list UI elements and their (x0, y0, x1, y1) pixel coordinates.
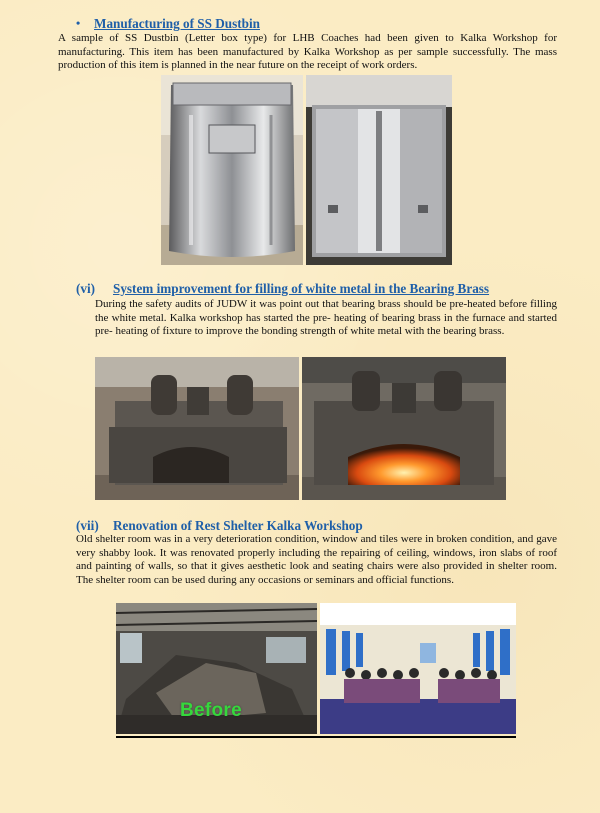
section-heading-dustbin: Manufacturing of SS Dustbin (94, 16, 260, 31)
section-heading-rest-shelter: Renovation of Rest Shelter Kalka Workshop (113, 518, 363, 533)
paragraph-dustbin: A sample of SS Dustbin (Letter box type) for LHB Coaches had been given to Kalka Workshop for manufacturing. This item has been manufactured by Kalka Workshop as per sample successfully. The mass production of this item is planned in the near future on the receipt of work orders. (58, 32, 557, 72)
photo-furnace-heating (302, 357, 506, 500)
paragraph-white-metal: During the safety audits of JUDW it was point out that bearing brass should be pre-heated before filling the white metal. Kalka workshop has started the pre- heating of bearing brass in the furnace and started pre- heating of fixture to improve the bonding strength of white metal with the bearing brass. (95, 298, 557, 338)
photo-dustbin-front (161, 75, 303, 265)
section-number-vi: (vi) (76, 281, 96, 296)
bullet-icon: • (76, 16, 81, 30)
before-label: Before (180, 700, 242, 721)
section-heading-white-metal: System improvement for filling of white metal in the Bearing Brass (113, 281, 490, 296)
photo-shelter-after (320, 603, 516, 734)
section-number-vii: (vii) (76, 518, 99, 533)
bottom-rule (116, 736, 516, 738)
photo-furnace-cold (95, 357, 299, 500)
paragraph-rest-shelter: Old shelter room was in a very deterioration condition, window and tiles were in broken condition, and gave very shabby look. It was renovated properly including the repairing of ceiling, windows, iron slabs of roof and painting of walls, so that it gives aesthetic look and seating chairs were also provided in shelter room. The shelter room can be used during any occasions or seminars and official functions. (76, 533, 557, 587)
photo-dustbin-inside (306, 75, 452, 265)
